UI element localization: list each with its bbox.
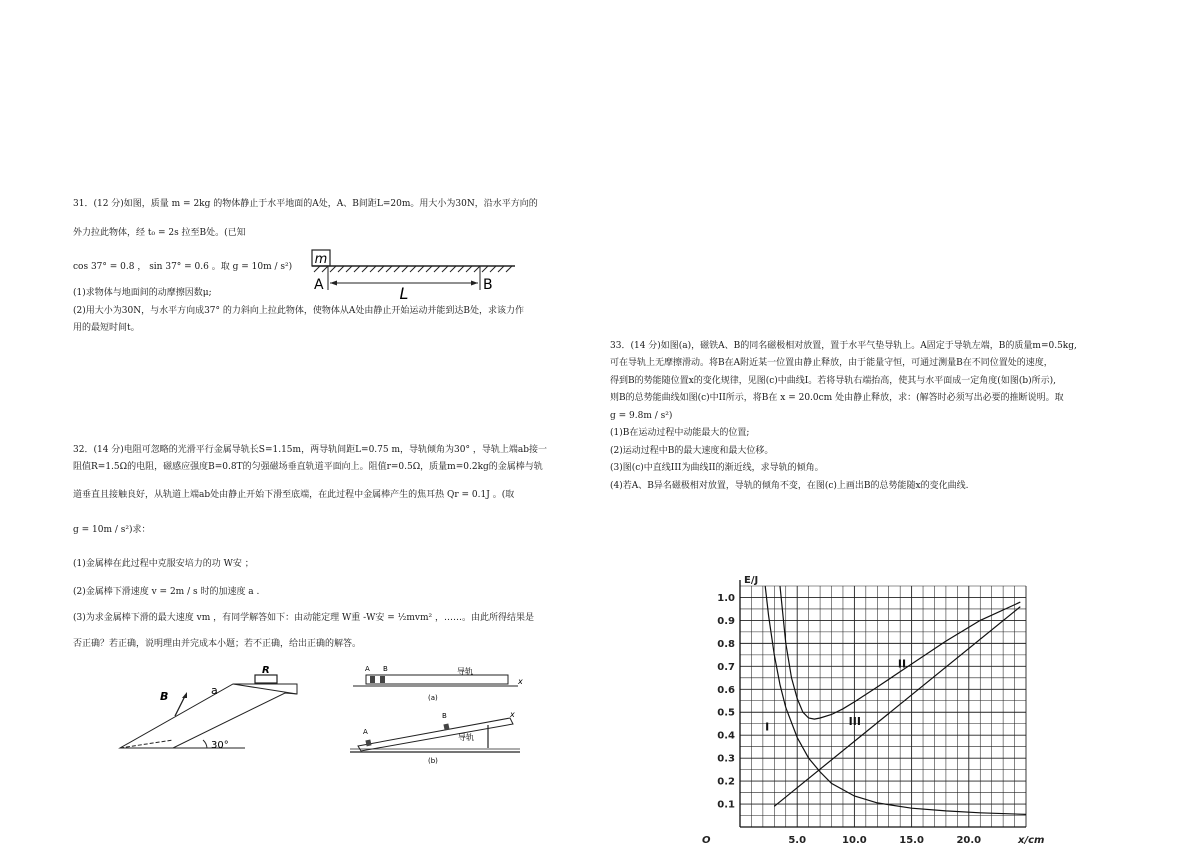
rail-label-1: 导轨 — [457, 667, 473, 676]
y-tick-label: 0.1 — [717, 799, 735, 811]
resistor-rect — [255, 675, 277, 683]
y-tick-label: 0.2 — [717, 776, 735, 788]
x-tick-label: 5.0 — [788, 835, 807, 846]
series-line-III — [774, 607, 1020, 807]
curve-label-II: II — [897, 657, 907, 671]
label-a2: A — [363, 728, 368, 736]
energy-chart — [690, 568, 1045, 849]
label-b1: B — [383, 665, 388, 673]
origin-label: O — [702, 835, 711, 846]
curve-label-I: I — [765, 720, 770, 734]
q33-line2: 可在导轨上无摩擦滑动。将B在A附近某一位置由静止释放，由于能量守恒，可通过测量B在不同位置处的速度， — [610, 358, 1053, 368]
q31-line3: cos 37° = 0.8 ， sin 37° = 0.6 。取 g = 10m / s²) — [73, 262, 293, 272]
q33-sub3: (3)图(c)中直线III为曲线II的渐近线，求导轨的倾角。 — [610, 463, 824, 473]
rail-plane — [120, 684, 297, 748]
y-tick-label: 0.4 — [717, 730, 735, 742]
y-tick-label: 0.8 — [717, 638, 735, 650]
angle-label: 30° — [211, 740, 229, 751]
x-tick-label: 15.0 — [899, 835, 924, 846]
arrow-left — [330, 281, 337, 286]
y-tick-label: 0.7 — [717, 661, 735, 673]
resistor-label: R — [262, 665, 270, 676]
q33-sub2: (2)运动过程中B的最大速度和最大位移。 — [610, 446, 774, 456]
q32-incline-figure — [115, 660, 305, 760]
q32-sub3a: (3)为求金属棒下滑的最大速度 vm ，有同学解答如下：由动能定理 W重 -W安 = ½mvm² ，……。由此所得结果是 — [73, 613, 534, 623]
y-tick-label: 0.5 — [717, 707, 735, 719]
label-a: a — [211, 684, 218, 697]
block-mass-label: m — [314, 252, 328, 267]
caption-b: (b) — [428, 757, 438, 765]
rail-b — [358, 718, 513, 751]
y-tick-label: 0.6 — [717, 684, 735, 696]
rail-a — [366, 675, 508, 684]
field-label: B — [160, 690, 169, 703]
y-tick-label: 1.0 — [717, 592, 735, 604]
q32-line1: 32．(14 分)电阻可忽略的光滑平行金属导轨长S=1.15m，两导轨间距L=0.75 m，导轨倾角为30° ，导轨上端ab接一 — [73, 445, 547, 455]
label-b2: B — [442, 712, 447, 720]
q32-line3: 道垂直且接触良好，从轨道上端ab处由静止开始下滑至底端，在此过程中金属棒产生的焦耳热 Qr = 0.1J 。(取 — [73, 490, 515, 500]
field-arrowhead — [182, 692, 187, 698]
q33-line4: 则B的总势能曲线如图(c)中II所示，将B在 x = 20.0cm 处由静止释放，求：(解答时必须写出必要的推断说明。取 — [610, 393, 1064, 403]
q33-line1: 33．(14 分)如图(a)，磁铁A、B的同名磁极相对放置，置于水平气垫导轨上。A固定于导轨左端，B的质量m=0.5kg, — [610, 341, 1077, 351]
q31-figure — [300, 246, 525, 303]
x-label-2: x — [510, 710, 515, 719]
curve-label-III: III — [848, 714, 861, 728]
q32-line2: 阻值R=1.5Ω的电阻，磁感应强度B=0.8T的匀强磁场垂直轨道平面向上。阻值r=0.5Ω，质量m=0.2kg的金属棒与轨 — [73, 462, 543, 472]
q33-sub1: (1)B在运动过程中动能最大的位置; — [610, 428, 750, 438]
x-label-1: x — [518, 677, 523, 686]
x-axis-label: x/cm — [1018, 835, 1045, 846]
q33-line3: 得到B的势能随位置x的变化规律，见图(c)中曲线I。若将导轨右端抬高，使其与水平面成一定角度(如图(b)所示), — [610, 376, 1056, 386]
field-arrow — [175, 696, 185, 716]
arrow-right — [471, 281, 478, 286]
rail-label-2: 导轨 — [458, 733, 474, 742]
magnet-b2 — [443, 723, 449, 730]
q31-line2: 外力拉此物体，经 t₀ = 2s 拉至B处。(已知 — [73, 228, 246, 238]
magnet-a2 — [365, 739, 371, 746]
q32-sub3b: 否正确？若正确，说明理由并完成本小题；若不正确，给出正确的解答。 — [73, 639, 362, 649]
q32-line4: g = 10m / s²)求： — [73, 525, 151, 535]
point-b-label: B — [483, 277, 493, 293]
q33-sub4: (4)若A、B异名磁极相对放置，导轨的倾角不变，在图(c)上画出B的总势能随x的变化曲线. — [610, 481, 969, 491]
q32-sub2: (2)金属棒下滑速度 v = 2m / s 时的加速度 a . — [73, 587, 260, 597]
rail-top — [233, 684, 297, 694]
ground-hatch — [314, 266, 512, 272]
q32-sub1: (1)金属棒在此过程中克服安培力的功 W安 ； — [73, 559, 254, 569]
chart-text — [702, 575, 1044, 846]
y-axis-label: E/J — [744, 575, 759, 586]
chart-grid — [740, 586, 1026, 827]
q31-sub2b: 用的最短时间t。 — [73, 323, 140, 333]
y-tick-label: 0.9 — [717, 615, 735, 627]
x-tick-label: 20.0 — [956, 835, 982, 846]
angle-arc — [203, 740, 207, 748]
q31-sub1: (1)求物体与地面间的动摩擦因数μ; — [73, 288, 212, 298]
x-tick-label: 10.0 — [842, 835, 867, 846]
q31-sub2a: (2)用大小为30N，与水平方向成37° 的力斜向上拉此物体，使物体从A处由静止开始运动并能到达B处，求该力作 — [73, 306, 525, 316]
magnet-b1 — [380, 676, 385, 683]
label-a1: A — [365, 665, 370, 673]
y-tick-label: 0.3 — [717, 753, 735, 765]
q33-line5: g = 9.8m / s²) — [610, 411, 673, 421]
distance-label: L — [399, 284, 409, 303]
q33-rail-figure — [348, 662, 528, 767]
magnet-a1 — [370, 676, 375, 683]
caption-a: (a) — [428, 694, 438, 702]
point-a-label: A — [314, 277, 324, 293]
q31-line1: 31．(12 分)如图，质量 m = 2kg 的物体静止于水平地面的A处，A、B间距L=20m。用大小为30N，沿水平方向的 — [73, 199, 538, 209]
